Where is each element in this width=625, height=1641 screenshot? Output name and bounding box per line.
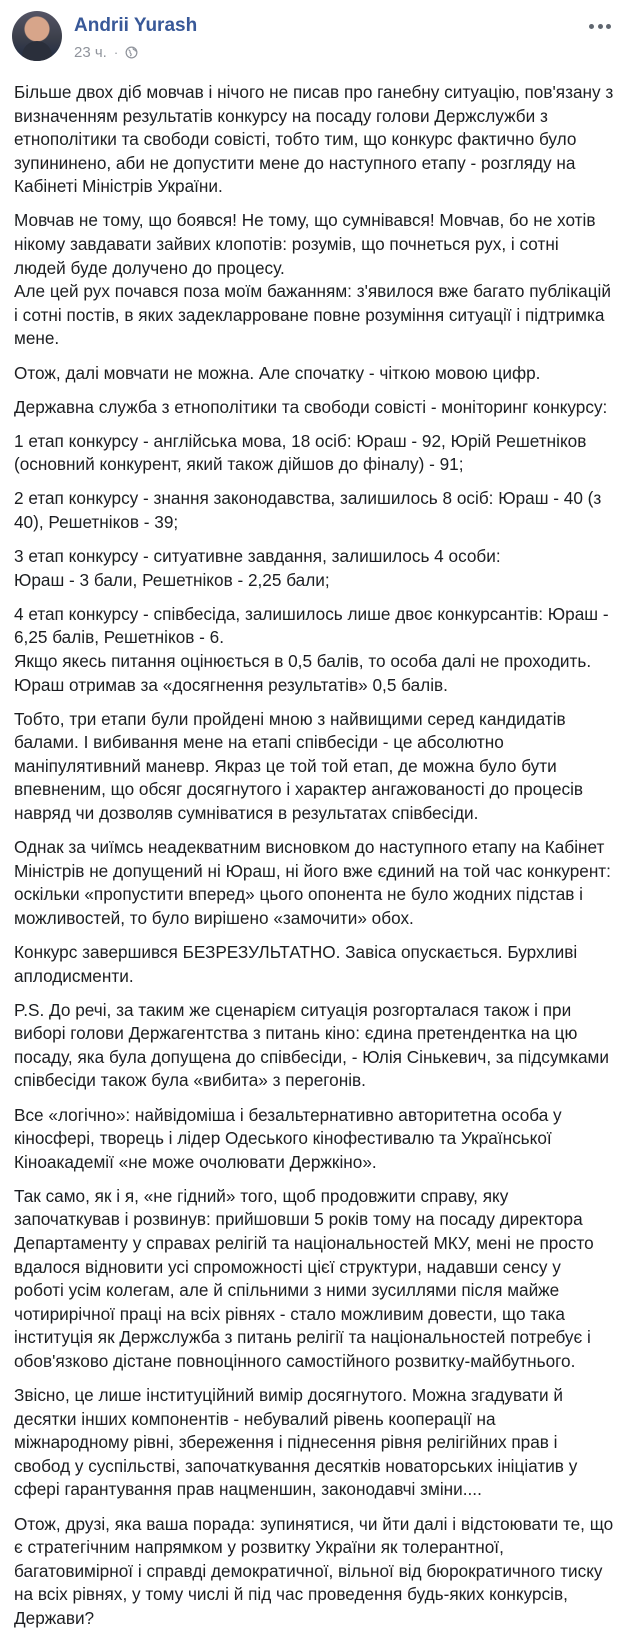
menu-dot <box>606 24 611 29</box>
post-paragraph: Отож, далі мовчати не можна. Але спочатку - чіткою мовою цифр. <box>14 362 541 383</box>
post-paragraph: Більше двох діб мовчав і нічого не писав про ганебну ситуацію, пов'язану з визначенням результатів конкурсу на посаду голови Держслужби з етнополітики та свободи совісті, тобто тим, що конкурс фактично було зупининено, аби не допустити мене до наступного етапу - розгляду на Кабінеті Міністрів України. <box>14 82 614 197</box>
author-name[interactable]: Andrii Yurash <box>74 15 198 36</box>
post-paragraph: Мовчав не тому, що боявся! Не тому, що сумнівався! Мовчав, бо не хотів нікому завдавати зайвих клопотів: розумів, що почнеться рух, і сотні людей буде долучено до процесу. Але цей рух почався поза моїм бажанням: з'явилося вже багато публікацій і сотні постів, в яких задекларроване повне розуміння ситуації і підтримка мене. <box>14 210 611 349</box>
avatar[interactable] <box>12 11 62 61</box>
post-paragraph: Тобто, три етапи були пройдені мною з найвищими серед кандидатів балами. І вибивання мене на етапі співбесіди - це абсолютно маніпулятивний маневр. Якраз це той той етап, де можна було бути впевненим, що обсяг досягнутого і характер ангажованості до процесів навряд чи дозволяв сумніватися в результатах співбесіди. <box>14 708 584 824</box>
post-body <box>14 81 614 1641</box>
post-meta <box>74 44 138 61</box>
post-paragraph: Державна служба з етнополітики та свободи совісті - моніторинг конкурсу: <box>14 396 608 417</box>
post-paragraph: Так само, як і я, «не гідний» того, щоб продовжити справу, яку започаткував і розвинув: прийшовши 5 років тому на посаду директора Департаменту у справах релігій та національностей МКУ, мені не просто вдалося відновити усі спроможності цієї структури, надавши сенсу у роботі усім колегам, але й спільними з ними зусиллями після майже чотирирічної праці на всіх рівнях - стало можливим довести, що така інституція як Держслужба з питань релігії та національностей потребує і обов'язково дістане повноцінного самостійного розвитку-майбутнього. <box>14 1185 594 1371</box>
meta-separator: · <box>113 45 119 60</box>
post-header <box>12 11 613 61</box>
post-paragraph: Отож, друзі, яка ваша порада: зупинятися, чи йти далі і відстоювати те, що є стратегічним напрямком у розвитку України як толерантної, багатовимірної і справді демократичної, вільної від бюрократичного тиску на всіх рівнях, у тому числі й під час проведення будь-яких конкурсів, Держави? <box>14 1513 614 1628</box>
post-paragraph: Звісно, це лише інституційний вимір досягнутого. Можна згадувати й десятки інших компонентів - небувалий рівень кооперації на міжнародному рівні, збереження і піднесення рівня релігійних прав і свобод у суспільстві, започаткування десятків новаторських ініціатив у сфері гарантування прав нацменшин, законодавчі зміни.... <box>14 1385 578 1500</box>
post-paragraph: Конкурс завершився БЕЗРЕЗУЛЬТАТНО. Завіса опускається. Бурхливі аплодисменти. <box>14 942 578 986</box>
post-paragraph: P.S. До речі, за таким же сценарієм ситуація розгорталася також і при виборі голови Держагентства з питань кіно: єдина претендентка на цю посаду, яка була допущена до співбесіди, - Юлія Сінькевич, за підсумками співбесіди також була «вибита» з перегонів. <box>14 999 609 1091</box>
menu-dot <box>589 24 594 29</box>
post-paragraph: 3 етап конкурсу - ситуативне завдання, залишилось 4 особи: Юраш - 3 бали, Решетніков - 2,25 бали; <box>14 546 501 590</box>
timestamp[interactable]: 23 ч. <box>74 44 107 61</box>
post-paragraph: 4 етап конкурсу - співбесіда, залишилось лише двоє конкурсантів: Юраш - 6,25 балів, Решетніков - 6. Якщо якесь питання оцінюється в 0,5 балів, то особа далі не проходить. Юраш отримав за «досягнення результатів» 0,5 балів. <box>14 603 609 695</box>
more-options-icon[interactable] <box>589 19 611 33</box>
menu-dot <box>598 24 603 29</box>
post-paragraph: 1 етап конкурсу - англійська мова, 18 осіб: Юраш - 92, Юрій Решетніков (основний конкурент, який також дійшов до фіналу) - 91; <box>14 430 587 475</box>
post-paragraph: 2 етап конкурсу - знання законодавства, залишилось 8 осіб: Юраш - 40 (з 40), Решетніков - 39; <box>14 488 602 532</box>
post-paragraph: Все «логічно»: найвідоміша і безальтернативно авторитетна особа у кіносфері, творець і лідер Одеського кінофестивалю та Української Кіноакадемії «не може очолювати Держкіно». <box>14 1104 562 1172</box>
post-paragraph: Однак за чиїмсь неадекватним висновком до наступного етапу на Кабінет Міністрів не допущений ні Юраш, ні його вже єдиний на той час конкурент: оскільки «пропустити вперед» цього опонента не було жодних підстав і можливостей, то було вирішено «замочити» обох. <box>14 837 611 928</box>
globe-icon <box>125 46 138 59</box>
